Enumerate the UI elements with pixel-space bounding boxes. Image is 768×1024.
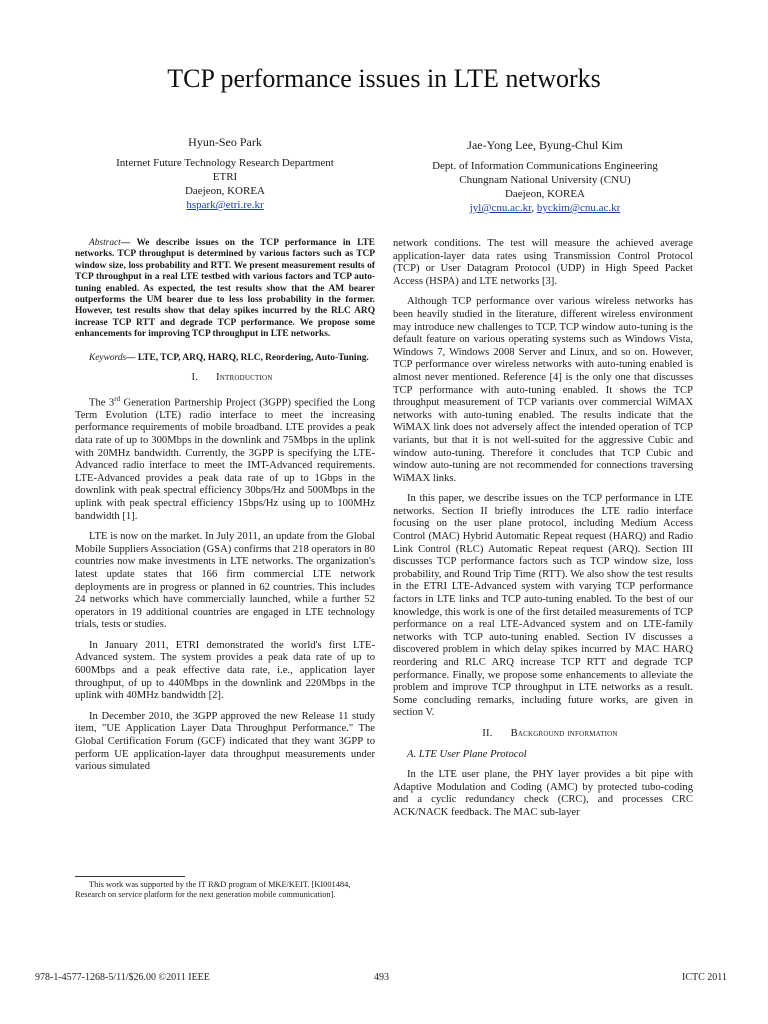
- email-separator: ,: [531, 202, 537, 214]
- author-email-link-1[interactable]: jyl@cnu.ac.kr: [469, 202, 532, 214]
- keywords-label: Keywords: [89, 352, 127, 363]
- left-column: [75, 238, 375, 782]
- section-number: II.: [482, 727, 493, 739]
- author-affiliation-org: Chungnam National University (CNU): [459, 174, 631, 186]
- paper-title: TCP performance issues in LTE networks: [167, 64, 601, 93]
- author-email-link-2[interactable]: byckim@cnu.ac.kr: [536, 202, 621, 214]
- footer-page-number: 493: [374, 972, 389, 983]
- abstract-text: We describe issues on the TCP performance in LTE networks. TCP throughput is determined by various factors such as TCP window size, loss probability and RTT. We present measurement results of TCP throughput in a real LTE testbed with various factors and TCP auto-tuning enabled. As expected, the test results show that the AM bearer outperforms the UM bearer due to less loss probability in the former. However, test results show that delay spikes incurred by the RLC ARQ increase TCP RTT and degrade TCP performance. We propose some enhancements for improving TCP throughput in LTE networks.: [75, 238, 375, 340]
- section-number: I.: [191, 372, 199, 384]
- author-email-link[interactable]: hspark@etri.re.kr: [186, 199, 264, 211]
- author-affiliation-dept: Internet Future Technology Research Department: [116, 157, 334, 169]
- author-name: Jae-Yong Lee, Byung-Chul Kim: [467, 138, 623, 152]
- intro-p1-pre: The 3: [89, 397, 115, 409]
- footer-conference: ICTC 2011: [682, 972, 727, 983]
- author-affiliation-org: ETRI: [212, 171, 238, 183]
- intro-p1-post: Generation Partnership Project (3GPP) specified the Long Term Evolution (LTE) radio interface to meet the increasing performance requirements of mobile broadband. LTE provides a peak data rate of up to 300Mbps in the downlink and 75Mbps in the uplink with 20MHz bandwidth. Currently, the 3GPP is specifying the LTE-Advanced radio interface to meet the IMT-Advanced requirements. LTE-Advanced provides a peak data rate of up to 1Gbps in the downlink with peak spectral efficiency 30bps/Hz and 500Mbps in the uplink with peak spectral efficiency 15bps/Hz using up to 100MHz bandwidth [1].: [75, 397, 375, 522]
- author-affiliation-city: Daejeon, KOREA: [504, 188, 586, 200]
- section-title: Background information: [510, 727, 618, 739]
- author-block-1: [70, 134, 380, 212]
- author-name: Hyun-Seo Park: [188, 135, 262, 149]
- section-title: Introduction: [216, 372, 273, 384]
- footnote: This work was supported by the IT R&D program of MKE/KEIT. [KI001484, Research on service platform for the next generation mobile communication].: [75, 880, 351, 899]
- abstract-dash: —: [120, 238, 137, 248]
- keywords: [75, 353, 375, 364]
- intro-paragraph-3: In January 2011, ETRI demonstrated the world's first LTE-Advanced system. The system provides a peak data rate of up to 600Mbps and a peak effective data rate, i.e., application layer throughput, of up to 440Mbps in the downlink and 220Mbps in the uplink with 40MHz bandwidth [2].: [75, 639, 375, 702]
- right-paragraph-0: network conditions. The test will measure the achieved average application-layer data rates using Transmission Control Protocol (TCP) or User Datagram Protocol (UDP) in High Speed Packet Access (HSPA) and LTE networks [3].: [393, 238, 693, 287]
- section-heading-introduction: [75, 372, 375, 385]
- footnote-rule: [75, 876, 185, 877]
- right-column: [393, 238, 693, 828]
- intro-paragraph-1: [75, 393, 375, 523]
- abstract-label: Abstract: [89, 238, 121, 248]
- right-paragraph-2: In this paper, we describe issues on the TCP performance in LTE networks. Section II briefly introduces the LTE radio interface focusing on the user plane protocol, including Medium Access Control (MAC) Hybrid Automatic Repeat request (HARQ) and Radio Link Control (RLC) Automatic Repeat request (ARQ). Section III discusses TCP performance factors such as TCP window size, loss probability, and Round Trip Time (RTT). We also show the test results in the ETRI LTE-Advanced system with varying TCP performance factors in LTE links and TCP auto-tuning enabled. To the best of our knowledge, this work is one of the first detailed measurements of TCP performance on a real LTE-Advanced system and on LTE-family networks with TCP auto-tuning enabled. Section IV discusses a discovered problem in which delay spikes incurred by MAC HARQ reordering and RLC ARQ increase TCP RTT and degrade TCP performance. Finally, we propose some enhancements to alleviate the problem and improve TCP throughput in LTE networks as a result. Some concluding remarks, including future works, are given in section V.: [393, 493, 693, 719]
- keywords-text: LTE, TCP, ARQ, HARQ, RLC, Reordering, Auto-Tuning.: [137, 352, 369, 363]
- intro-paragraph-4: In December 2010, the 3GPP approved the new Release 11 study item, "UE Application Layer Data Throughput Performance." The Global Certification Forum (GCF) indicated that they want 3GPP to perform UE application-layer data throughput measurements under various simulated: [75, 710, 375, 773]
- section-heading-background: [393, 728, 693, 741]
- right-paragraph-1: Although TCP performance over various wireless networks has been heavily studied in the literature, different wireless environment may introduce new challenges to TCP. TCP window auto-tuning is the default feature on various operating systems such as Windows Vista, Windows 7, Windows 2008 Server and Linux, and so on. However, TCP performance over wireless networks with auto-tuning enabled is almost never mentioned. Reference [4] is the only one that discusses TCP performance with auto-tuning enabled. It shows the TCP throughput measurement of TCP variants over commercial WiMAX networks with auto-tuning enabled. The results indicate that the WiMAX link does not adversely affect the intended operation of TCP variants, but that it is not well-suited for the aggressive Cubic and window auto-tuning. Therefore it concludes that TCP Cubic and window auto-tuning are not recommended for connections traversing WiMAX links.: [393, 296, 693, 484]
- footer-isbn: 978-1-4577-1268-5/11/$26.00 ©2011 IEEE: [35, 972, 210, 983]
- author-block-2: [390, 137, 700, 215]
- intro-paragraph-2: LTE is now on the market. In July 2011, an update from the Global Mobile Suppliers Association (GSA) confirms that 218 operators in 80 countries now make investments in LTE networks. The organization's latest update states that 166 firm commercial LTE network deployments are in progress or planned in 62 countries. This includes 24 networks which have commercially launched, while a further 52 operators in 19 additional countries are engaged in LTE technology trials, tests or studies.: [75, 531, 375, 631]
- right-paragraph-3: In the LTE user plane, the PHY layer provides a bit pipe with Adaptive Modulation and Coding (AMC) by protected tubo-coding and a cyclic redundancy check (CRC), and processes CRC ACK/NACK feedback. The MAC sub-layer: [393, 769, 693, 818]
- subsection-heading: A. LTE User Plane Protocol: [407, 748, 527, 760]
- ordinal-superscript: rd: [114, 394, 121, 403]
- abstract: [75, 238, 375, 341]
- author-affiliation-dept: Dept. of Information Communications Engineering: [432, 160, 658, 172]
- keywords-dash: —: [126, 352, 138, 363]
- author-affiliation-city: Daejeon, KOREA: [184, 185, 266, 197]
